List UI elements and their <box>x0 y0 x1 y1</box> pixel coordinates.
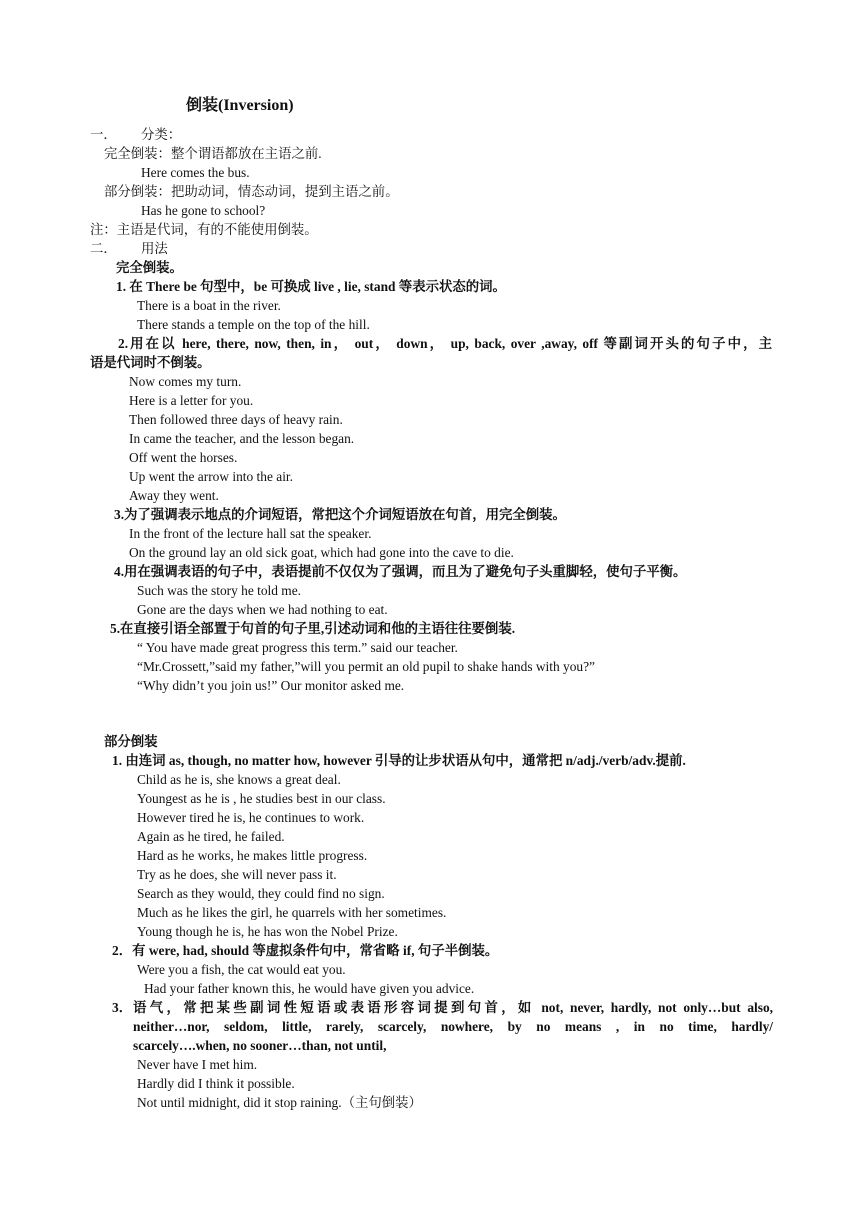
rule-line: 2．有 were, had, should 等虚拟条件句中，常省略 if, 句子半倒装。 <box>112 943 499 958</box>
example-line: Much as he likes the girl, he quarrels with her sometimes. <box>137 905 447 920</box>
rule-line: 语气，常把某些副词性短语或表语形容词提到句首，如 not, never, hardly, not only…but also, <box>133 1000 773 1015</box>
example-line: “ You have made great progress this term.” said our teacher. <box>137 640 458 655</box>
example-line: Away they went. <box>129 488 219 503</box>
rule-line: scarcely….when, no sooner…than, not until, <box>133 1038 387 1053</box>
example-line: Were you a fish, the cat would eat you. <box>137 962 346 977</box>
example-line: “Mr.Crossett,”said my father,”will you permit an old pupil to shake hands with you?” <box>137 659 596 674</box>
example-line: Again as he tired, he failed. <box>137 829 285 844</box>
example-line: There is a boat in the river. <box>137 298 281 313</box>
rule-line: 2.用在以 here, there, now, then, in， out， down， up, back, over ,away, off 等副词开头的句子中，主 <box>118 336 772 351</box>
example-line: Here is a letter for you. <box>129 393 254 408</box>
rule-line: 1. 在 There be 句型中，be 可换成 live , lie, stand 等表示状态的词。 <box>116 279 506 294</box>
example-line: However tired he is, he continues to work. <box>137 810 365 825</box>
subsection-heading: 完全倒装。 <box>116 260 183 275</box>
example-line: Now comes my turn. <box>129 374 242 389</box>
example-line: Has he gone to school? <box>141 203 266 218</box>
example-line: Young though he is, he has won the Nobel Prize. <box>137 924 398 939</box>
example-line: Had your father known this, he would have given you advice. <box>144 981 475 996</box>
section-label: 用法 <box>141 241 168 256</box>
page-title: 倒装(Inversion) <box>186 97 294 114</box>
definition-line: 完全倒装：整个谓语都放在主语之前. <box>104 146 322 161</box>
example-line: Gone are the days when we had nothing to eat. <box>137 602 388 617</box>
rule-line: 3.为了强调表示地点的介词短语，常把这个介词短语放在句首，用完全倒装。 <box>114 507 566 522</box>
note-line: 注：主语是代词，有的不能使用倒装。 <box>90 222 318 237</box>
rule-line: 1. 由连词 as, though, no matter how, however 引导的让步状语从句中，通常把 n/adj./verb/adv.提前. <box>112 753 686 768</box>
example-line: Here comes the bus. <box>141 165 250 180</box>
rule-number: 3． <box>112 1000 133 1015</box>
example-line: Hard as he works, he makes little progress. <box>137 848 368 863</box>
example-line: Youngest as he is , he studies best in our class. <box>137 791 386 806</box>
rule-line: 5.在直接引语全部置于句首的句子里,引述动词和他的主语往往要倒装. <box>110 621 516 636</box>
example-line: There stands a temple on the top of the hill. <box>137 317 370 332</box>
example-line: Never have I met him. <box>137 1057 258 1072</box>
example-line: Search as they would, they could find no sign. <box>137 886 385 901</box>
example-line: Then followed three days of heavy rain. <box>129 412 343 427</box>
rule-line: neither…nor, seldom, little, rarely, scarcely, nowhere, by no means , in no time, hardly/ <box>133 1019 773 1034</box>
example-line: “Why didn’t you join us!” Our monitor asked me. <box>137 678 405 693</box>
example-line: Child as he is, she knows a great deal. <box>137 772 341 787</box>
section-label: 分类： <box>141 127 182 142</box>
rule-line: 4.用在强调表语的句子中，表语提前不仅仅为了强调，而且为了避免句子头重脚轻，使句子平衡。 <box>114 564 687 579</box>
example-line: Such was the story he told me. <box>137 583 302 598</box>
example-line: Off went the horses. <box>129 450 238 465</box>
section-number: 一． <box>90 127 117 142</box>
example-line: Not until midnight, did it stop raining.（主句倒装） <box>137 1095 422 1110</box>
definition-line: 部分倒装：把助动词，情态动词，提到主语之前。 <box>104 184 399 199</box>
example-line: In came the teacher, and the lesson began. <box>129 431 355 446</box>
example-line: On the ground lay an old sick goat, which had gone into the cave to die. <box>129 545 514 560</box>
rule-line: 语是代词时不倒装。 <box>90 355 211 370</box>
example-line: Try as he does, she will never pass it. <box>137 867 337 882</box>
subsection-heading: 部分倒装 <box>104 734 158 749</box>
example-line: Up went the arrow into the air. <box>129 469 293 484</box>
example-line: Hardly did I think it possible. <box>137 1076 295 1091</box>
example-line: In the front of the lecture hall sat the speaker. <box>129 526 372 541</box>
section-number: 二． <box>90 241 117 256</box>
